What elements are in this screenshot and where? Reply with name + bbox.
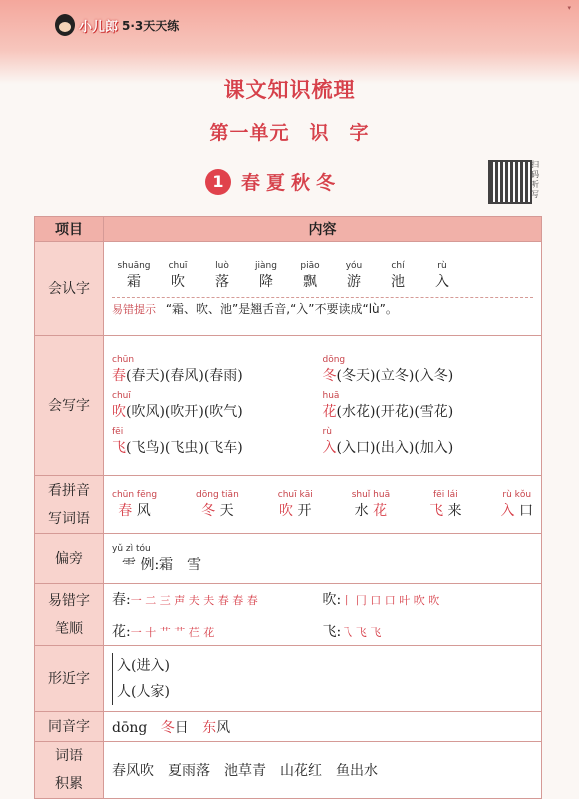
tongyin-w2a: 东: [202, 719, 217, 736]
bishun-label-2: 笔顺: [55, 620, 83, 637]
pinyin-word: [112, 490, 157, 520]
word-char-a: 水: [354, 502, 369, 519]
tongyin-w1b: 日: [174, 719, 189, 736]
pinyin-label-2: 写词语: [48, 510, 90, 527]
word-pinyin: fēi lái: [433, 489, 458, 500]
char-pinyin: jiàng: [255, 260, 277, 271]
lesson-heading: [205, 168, 341, 195]
pianpang-pinyin: yǔ zì tóu: [112, 543, 151, 554]
word-char-b: 天: [219, 502, 234, 519]
huixie-words: (吹风)(吹开)(吹气): [126, 403, 243, 420]
huiren-content: [104, 242, 542, 336]
word-pinyin: dōng tiān: [196, 489, 239, 500]
huiren-char: [376, 261, 420, 291]
char-glyph: 吹: [171, 273, 185, 290]
jilei-label-2: 积累: [55, 776, 83, 792]
pinyin-word: [429, 490, 461, 520]
huixie-pinyin: chuī: [112, 390, 131, 401]
hint-text: “霜、吹、池”是翘舌音,“入”不要读成“lù”。: [165, 301, 398, 316]
hint-tag: 易错提示: [112, 302, 156, 316]
huiren-char: [332, 261, 376, 291]
row-label-huixie: 会写字: [35, 336, 104, 476]
word-pinyin: rù kǒu: [502, 489, 532, 500]
word-char-a: 吹: [279, 502, 294, 519]
radical-example: 例:霜 雪: [140, 556, 202, 573]
row-label-huiren: 会认字: [35, 242, 104, 336]
char-pinyin: luò: [215, 260, 229, 271]
huixie-pinyin: fēi: [112, 426, 124, 437]
tongyin-pinyin: dōng: [112, 719, 148, 736]
char-pinyin: rù: [437, 260, 447, 271]
qr-code-icon[interactable]: [488, 160, 532, 204]
bishun-char-chui: 吹:: [322, 591, 342, 608]
pinyin-words: [112, 490, 533, 520]
col-header-content: 内容: [104, 217, 542, 242]
bishun-seq-hua: 一 十 艹 艹 芢 花: [130, 625, 215, 639]
brand-logo: [55, 14, 179, 36]
xingjin-content: [104, 646, 542, 712]
char-pinyin: chí: [391, 260, 405, 271]
huixie-pinyin: dōng: [322, 354, 346, 365]
char-glyph: 游: [347, 273, 361, 290]
word-pinyin: chuī kāi: [277, 489, 313, 500]
huixie-char: 飞: [112, 439, 126, 456]
bishun-char-hua: 花:: [112, 623, 131, 640]
word-char-a: 春: [118, 502, 133, 519]
header-band: [0, 0, 579, 84]
tongyin-w2b: 风: [216, 719, 231, 736]
col-header-item: 项目: [35, 217, 104, 242]
huiren-char: [288, 261, 332, 291]
word-char-a: 冬: [201, 502, 216, 519]
char-glyph: 落: [215, 273, 229, 290]
series-name: 5·3天天练: [122, 18, 180, 33]
char-pinyin: shuāng: [117, 260, 151, 271]
huixie-words: (水花)(开花)(雪花): [336, 403, 454, 420]
row-label-bishun: [35, 584, 104, 646]
pianpang-content: [104, 534, 542, 584]
huixie-words: (入口)(出入)(加入): [336, 439, 454, 456]
char-glyph: 入: [435, 273, 449, 290]
huixie-words: (冬天)(立冬)(入冬): [336, 367, 454, 384]
word-char-a: 飞: [429, 502, 444, 519]
page-title: 课文知识梳理: [223, 78, 356, 102]
lesson-title: 春夏秋冬: [241, 172, 342, 194]
bishun-seq-chui: 丨 冂 口 口 叶 吹 吹: [341, 593, 440, 607]
huixie-item: [112, 391, 323, 421]
row-label-jilei: [35, 742, 104, 799]
row-label-pinyin: [35, 476, 104, 534]
bishun-char-fei: 飞:: [322, 623, 342, 640]
qr-label: 扫码听写: [531, 160, 539, 199]
jilei-label-1: 词语: [55, 748, 83, 764]
pinyin-word: [278, 490, 313, 520]
bishun-content: [104, 584, 542, 646]
huiren-hint: [112, 297, 533, 317]
pinyin-label-1: 看拼音: [48, 482, 90, 499]
bishun-seq-fei: 乁 飞 飞: [341, 625, 382, 639]
huixie-char: 冬: [322, 367, 337, 384]
word-pinyin: shuǐ huā: [351, 489, 391, 500]
bishun-seq-chun: 一 二 三 声 夫 夫 春 春 春: [130, 593, 258, 607]
char-glyph: 霜: [127, 273, 141, 290]
huixie-char: 吹: [112, 403, 126, 420]
word-char-b: 开: [297, 502, 312, 519]
word-char-b: 来: [447, 502, 462, 519]
knowledge-table: [34, 216, 542, 799]
huixie-words: (飞鸟)(飞虫)(飞车): [126, 439, 243, 456]
xingjin-a: 入(进入): [117, 657, 170, 674]
huiren-chars: [112, 261, 533, 291]
word-char-a: 入: [500, 502, 515, 519]
mascot-icon: [55, 14, 75, 36]
huixie-item: [323, 391, 534, 421]
huixie-item: [112, 355, 323, 385]
huixie-char: 花: [322, 403, 337, 420]
tongyin-content: [104, 712, 542, 742]
radical-glyph: ⻗: [122, 556, 136, 573]
bishun-char-chun: 春:: [112, 591, 131, 608]
row-label-xingjin: 形近字: [35, 646, 104, 712]
word-pinyin: chūn fēng: [112, 489, 158, 500]
char-glyph: 降: [259, 273, 273, 290]
word-char-b: 花: [373, 502, 388, 519]
huixie-item: [323, 427, 534, 457]
huixie-pinyin: huā: [322, 390, 340, 401]
huixie-pinyin: rù: [322, 426, 332, 437]
tongyin-w1a: 冬: [160, 719, 175, 736]
huixie-words: (春天)(春风)(春雨): [126, 367, 243, 384]
pinyin-word: [196, 490, 239, 520]
row-label-tongyin: 同音字: [35, 712, 104, 742]
huixie-char: 入: [322, 439, 337, 456]
pinyin-word: [352, 490, 390, 520]
huiren-char: [112, 261, 156, 291]
corner-mark: ▾: [567, 4, 571, 12]
huixie-item: [112, 427, 323, 457]
char-pinyin: yóu: [345, 260, 363, 271]
char-pinyin: chuī: [168, 260, 188, 271]
char-glyph: 池: [391, 273, 405, 290]
jilei-content: 春风吹 夏雨落 池草青 山花红 鱼出水: [104, 742, 542, 799]
brand-name: 小儿郎: [79, 19, 119, 35]
bishun-label-1: 易错字: [48, 592, 90, 609]
huiren-char: [156, 261, 200, 291]
lesson-number: 1: [205, 169, 231, 195]
huixie-item: [323, 355, 534, 385]
huiren-char: [200, 261, 244, 291]
huixie-pinyin: chūn: [112, 354, 135, 365]
huixie-grid: [112, 355, 533, 457]
char-glyph: 飘: [303, 273, 317, 290]
huixie-content: [104, 336, 542, 476]
char-pinyin: piāo: [300, 260, 320, 271]
pinyin-word: [501, 490, 533, 520]
word-char-b: 风: [136, 502, 151, 519]
huiren-char: [420, 261, 464, 291]
row-label-pianpang: 偏旁: [35, 534, 104, 584]
word-char-b: 口: [518, 502, 533, 519]
huixie-char: 春: [112, 367, 126, 384]
unit-title: 第一单元 识 字: [209, 122, 370, 144]
huiren-char: [244, 261, 288, 291]
pinyin-words-content: [104, 476, 542, 534]
xingjin-b: 人(人家): [117, 683, 170, 700]
